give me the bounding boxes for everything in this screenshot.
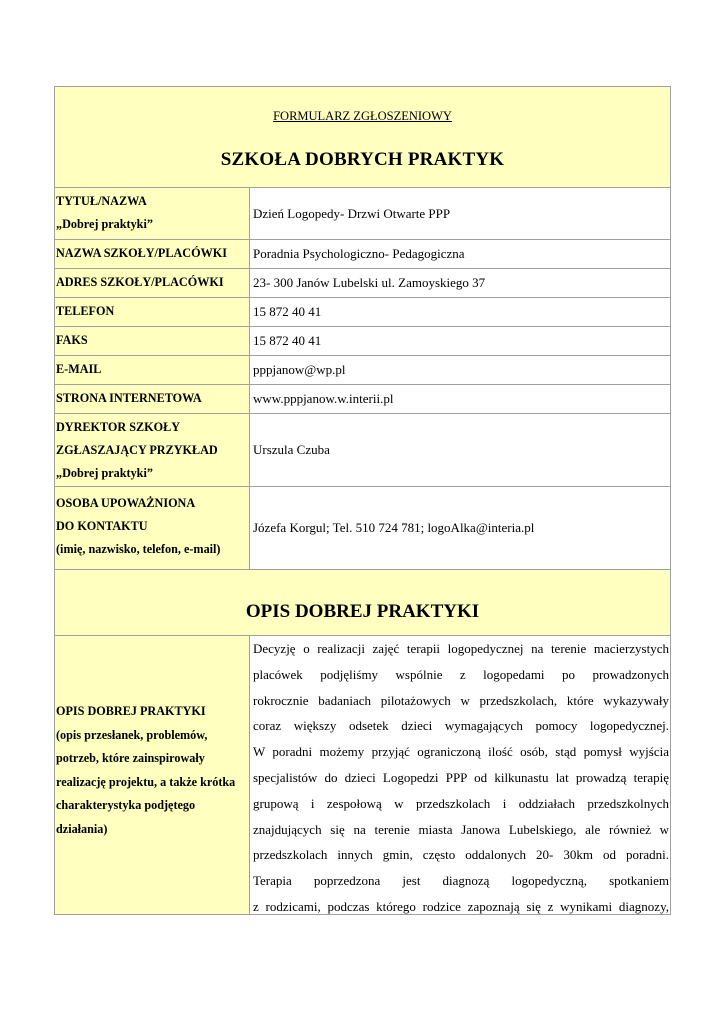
description-label: OPIS DOBREJ PRAKTYKI (opis przesłanek, problemów, potrzeb, które zainspirowały realizację projektu, a także krótka charakterystyka podjętego działania): [55, 636, 250, 914]
field-row-contact-person: [55, 487, 670, 570]
field-row-phone: [55, 298, 670, 327]
field-value: 15 872 40 41: [253, 304, 322, 319]
field-value: Poradnia Psychologiczno- Pedagogiczna: [253, 246, 465, 261]
form-title: SZKOŁA DOBRYCH PRAKTYK: [220, 149, 505, 170]
field-value: pppjanow@wp.pl: [253, 362, 346, 377]
field-row-address: [55, 269, 670, 298]
field-row-email: [55, 356, 670, 385]
field-label: OSOBA UPOWAŻNIONA DO KONTAKTU (imię, nazwisko, telefon, e-mail): [55, 487, 250, 569]
field-label: STRONA INTERNETOWA: [55, 385, 250, 413]
description-section-header: [55, 570, 670, 636]
field-label: FAKS: [55, 327, 250, 355]
field-row-school-name: [55, 240, 670, 269]
field-row-website: [55, 385, 670, 414]
field-value: Dzień Logopedy- Drzwi Otwarte PPP: [253, 205, 451, 221]
description-text: Decyzję o realizacji zajęć terapii logopedycznej na terenie macierzystych placówek podjęliśmy wspólnie z logopedami po prowadzonych rokrocznie badaniach pilotażowych w przedszkolach, które wykazywały coraz większy odsetek dzieci wymagających pomocy logopedycznej. W poradni możemy przyjąć ograniczoną ilość osób, stąd pomysł wyjścia specjalistów do dzieci Logopedzi PPP od kilkunastu lat prowadzą terapię grupową i zespołową w przedszkolach i oddziałach przedszkolnych znajdujących się na terenie miasta Janowa Lubelskiego, ale również w przedszkolach innych gmin, często oddalonych 20- 30km od poradni. Terapia poprzedzona jest diagnozą logopedyczną, spotkaniem z rodzicami, podczas którego rodzice zapoznają się z wynikami diagnozy,: [253, 641, 669, 914]
form-header: [55, 87, 670, 188]
field-label: E-MAIL: [55, 356, 250, 384]
field-value: Urszula Czuba: [253, 442, 330, 457]
field-row-fax: [55, 327, 670, 356]
field-row-director: [55, 414, 670, 487]
field-value: 23- 300 Janów Lubelski ul. Zamoyskiego 37: [253, 275, 486, 290]
field-value: Józefa Korgul; Tel. 510 724 781; logoAlka@interia.pl: [253, 520, 535, 535]
field-value: www.pppjanow.w.interii.pl: [253, 391, 394, 406]
field-value: 15 872 40 41: [253, 333, 322, 348]
description-row: [55, 636, 670, 914]
field-label: DYREKTOR SZKOŁY ZGŁASZAJĄCY PRZYKŁAD „Dobrej praktyki”: [55, 414, 250, 486]
field-label: TELEFON: [55, 298, 250, 326]
field-row-title: [55, 188, 670, 240]
field-label: TYTUŁ/NAZWA „Dobrej praktyki”: [55, 188, 250, 239]
section-title: OPIS DOBREJ PRAKTYKI: [245, 601, 480, 622]
field-label: ADRES SZKOŁY/PLACÓWKI: [55, 269, 250, 297]
application-form: [54, 86, 671, 915]
field-label: NAZWA SZKOŁY/PLACÓWKI: [55, 240, 250, 268]
form-subtitle: FORMULARZ ZGŁOSZENIOWY: [273, 109, 452, 123]
